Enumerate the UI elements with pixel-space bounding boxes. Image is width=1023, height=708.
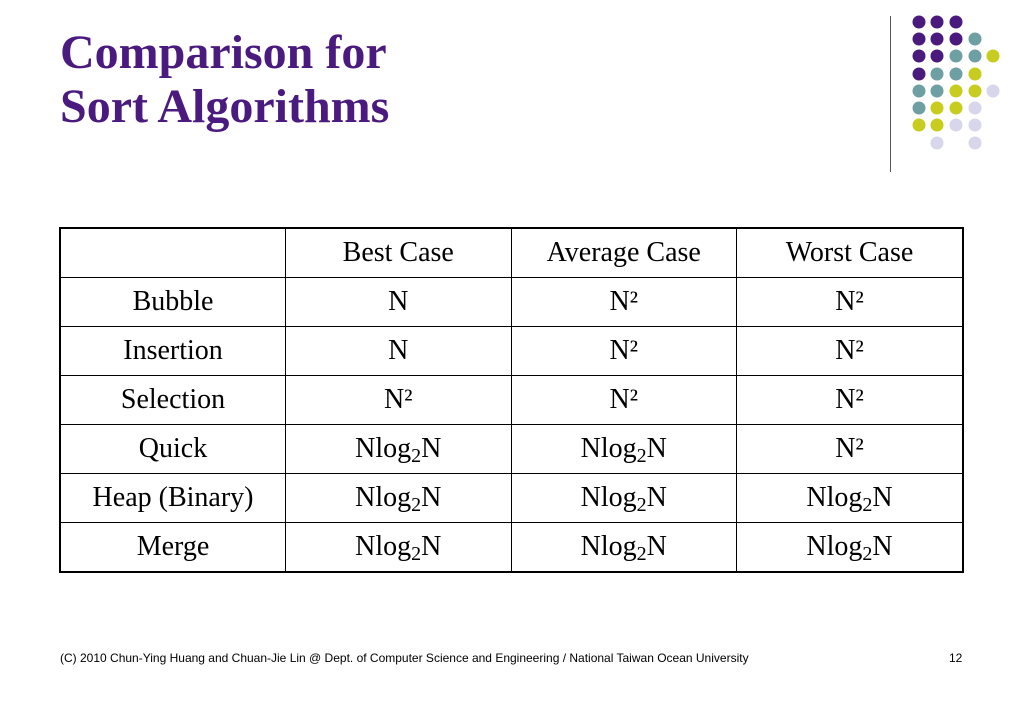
header-cell-empty [60,228,286,278]
slide-title-line-1: Comparison for [60,26,387,79]
decorative-dot [950,85,963,98]
average-case-cell: N² [511,327,737,376]
best-case-cell: N² [286,376,511,425]
decorative-dot [969,119,982,132]
decorative-dot [913,85,926,98]
slide-title [60,26,389,134]
decorative-dot [969,85,982,98]
best-case-cell: N [286,278,511,327]
table-row [60,474,963,523]
average-case-cell: N² [511,278,737,327]
decorative-dot [950,50,963,63]
header-cell-best-case: Best Case [286,228,511,278]
best-case-cell: Nlog$_2$N [286,425,511,474]
decorative-dot [913,119,926,132]
slide-title-line-2: Sort Algorithms [60,80,390,133]
decorative-dot [950,119,963,132]
best-case-cell: N [286,327,511,376]
best-case-cell: Nlog$_2$N [286,523,511,573]
decorative-dot [931,33,944,46]
decorative-dot [969,33,982,46]
decorative-dot [931,102,944,115]
table-row [60,376,963,425]
decorative-dot [969,102,982,115]
decorative-dot [987,85,1000,98]
table-row [60,327,963,376]
algorithm-name-cell: Quick [60,425,286,474]
algorithm-name-cell: Heap (Binary) [60,474,286,523]
table-row [60,523,963,573]
worst-case-cell: N² [737,376,964,425]
decorative-dot [950,68,963,81]
algorithm-name-cell: Merge [60,523,286,573]
table-row [60,278,963,327]
decorative-dot [950,16,963,29]
worst-case-cell: N² [737,278,964,327]
decorative-dot [969,137,982,150]
table-row [60,425,963,474]
decorative-dot [950,33,963,46]
average-case-cell: Nlog$_2$N [511,474,737,523]
decorative-dot [913,33,926,46]
decorative-divider-line [890,16,891,172]
worst-case-cell: Nlog$_2$N [737,474,964,523]
decorative-dot [987,50,1000,63]
sort-comparison-table [59,227,964,573]
decorative-dot [950,102,963,115]
worst-case-cell: N² [737,327,964,376]
decorative-dot [931,137,944,150]
table-header-row [60,228,963,278]
decorative-dot [913,50,926,63]
algorithm-name-cell: Bubble [60,278,286,327]
algorithm-name-cell: Insertion [60,327,286,376]
header-cell-average-case: Average Case [511,228,737,278]
decorative-dot [913,68,926,81]
algorithm-name-cell: Selection [60,376,286,425]
decorative-dot [913,102,926,115]
page-number: 12 [949,651,963,665]
worst-case-cell: Nlog$_2$N [737,523,964,573]
best-case-cell: Nlog$_2$N [286,474,511,523]
decorative-dot [931,119,944,132]
average-case-cell: Nlog$_2$N [511,425,737,474]
header-cell-worst-case: Worst Case [737,228,964,278]
average-case-cell: N² [511,376,737,425]
decorative-dot [931,50,944,63]
average-case-cell: Nlog$_2$N [511,523,737,573]
worst-case-cell: N² [737,425,964,474]
slide-footer: (C) 2010 Chun-Ying Huang and Chuan-Jie Lin @ Dept. of Computer Science and Engineering / National Taiwan Ocean University [60,651,749,665]
decorative-dot [969,50,982,63]
decorative-dot [931,16,944,29]
decorative-dot [969,68,982,81]
decorative-dot [931,68,944,81]
decorative-dot [931,85,944,98]
decorative-dot [913,16,926,29]
